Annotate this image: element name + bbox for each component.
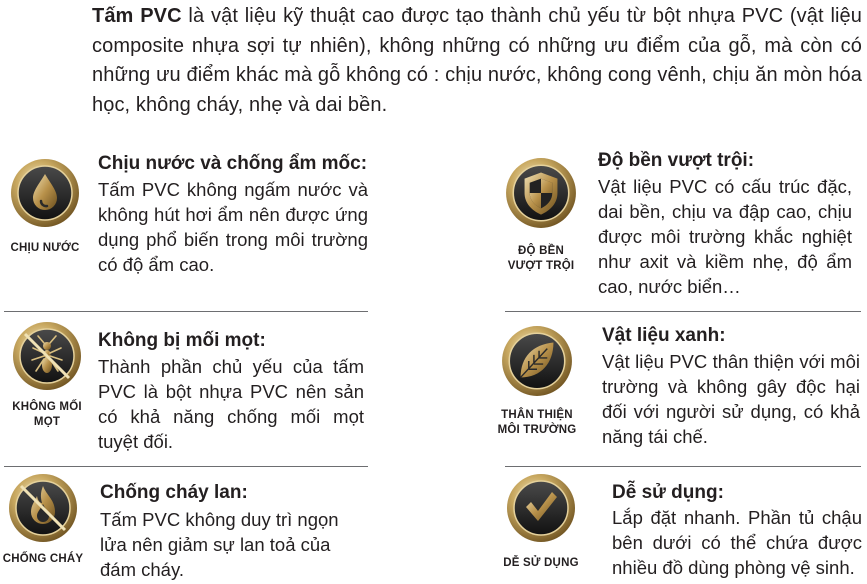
durability-title: Độ bền vượt trội: bbox=[598, 150, 755, 171]
leaf-icon bbox=[500, 324, 574, 398]
shield-icon bbox=[504, 156, 578, 230]
termite-title: Không bị mối mọt: bbox=[98, 330, 266, 351]
flame-icon bbox=[7, 472, 79, 544]
fire-badge-label: CHỐNG CHÁY bbox=[2, 553, 84, 565]
eco-desc: Vật liệu PVC thân thiện với môi trường và không gây độc hại đối với người sử dụng, có khả năng tái chế. bbox=[602, 351, 860, 447]
intro-paragraph bbox=[92, 2, 862, 120]
divider-right-1 bbox=[505, 311, 861, 312]
termite-desc: Thành phần chủ yếu của tấm PVC là bột nhựa PVC nên sản có khả năng chống mối mọt tuyệt đối. bbox=[98, 356, 364, 452]
divider-right-2 bbox=[505, 466, 861, 467]
fire-title: Chống cháy lan: bbox=[100, 482, 248, 503]
divider-left-1 bbox=[4, 311, 368, 312]
durability-badge-label: ĐỘ BỀN VƯỢT TRỘI bbox=[507, 245, 575, 272]
durability-desc: Vật liệu PVC có cấu trúc đặc, dai bền, chịu va đập cao, chịu được môi trường khắc nghiệt như axit và kiềm nhẹ, độ ẩm cao, nước biển… bbox=[598, 176, 852, 297]
termite-badge-label: KHÔNG MỐI MỌT bbox=[12, 401, 82, 428]
termite-badge bbox=[6, 320, 88, 430]
eco-badge-label: THÂN THIỆN MÔI TRƯỜNG bbox=[497, 409, 577, 436]
divider-left-2 bbox=[4, 466, 368, 467]
easy-desc: Lắp đặt nhanh. Phần tủ chậu bên dưới có thể chứa được nhiều đồ dùng phòng vệ sinh. bbox=[612, 507, 862, 578]
intro-bold-term: Tấm PVC bbox=[92, 5, 182, 27]
easy-badge bbox=[500, 472, 582, 571]
fire-desc: Tấm PVC không duy trì ngọn lửa nên giảm sự lan toả của đám cháy. bbox=[100, 509, 339, 580]
checkmark-icon bbox=[505, 472, 577, 544]
water-drop-icon bbox=[9, 157, 81, 229]
eco-badge bbox=[496, 324, 578, 438]
water-badge bbox=[4, 157, 86, 256]
termite-icon bbox=[11, 320, 83, 392]
intro-text: là vật liệu kỹ thuật cao được tạo thành chủ yếu từ bột nhựa PVC (vật liệu composite nhựa sợi tự nhiên), không những có những ưu điểm của gỗ, mà còn có những ưu điểm khác mà gỗ không có : chịu nước, không cong vênh, chịu ăn mòn hóa học, không cháy, nhẹ và dai bền. bbox=[92, 5, 862, 116]
durability-badge bbox=[500, 156, 582, 274]
water-badge-label: CHỊU NƯỚC bbox=[10, 242, 80, 254]
water-title: Chịu nước và chống ẩm mốc: bbox=[98, 153, 368, 174]
water-desc: Tấm PVC không ngấm nước và không hút hơi ẩm nên được ứng dụng phổ biến trong môi trường có độ ẩm cao. bbox=[98, 179, 368, 275]
fire-badge bbox=[2, 472, 84, 567]
easy-title: Dễ sử dụng: bbox=[612, 482, 724, 503]
eco-title: Vật liệu xanh: bbox=[602, 325, 726, 346]
easy-badge-label: DỄ SỬ DỤNG bbox=[503, 557, 579, 569]
